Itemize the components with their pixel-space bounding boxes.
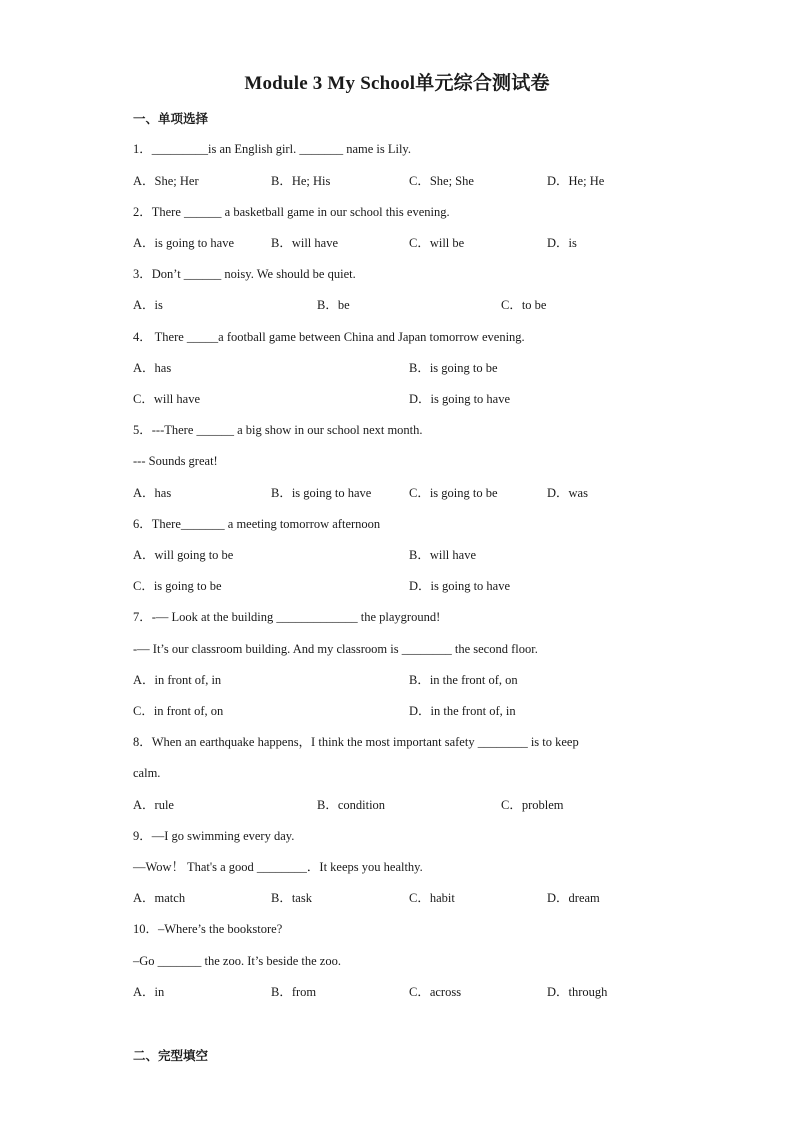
question-1-option-b[interactable]: B．He; His [271, 174, 331, 188]
question-7-option-b[interactable]: B．in the front of, on [409, 673, 518, 687]
question-8-option-c[interactable]: C．problem [501, 798, 564, 812]
question-6-option-a[interactable]: A．will going to be [133, 548, 234, 562]
question-5-option-a[interactable]: A．has [133, 486, 172, 500]
question-1-stem: 1．_________is an English girl. _______ name is Lily. [133, 142, 411, 156]
question-6-option-b[interactable]: B．will have [409, 548, 477, 562]
question-8-option-b[interactable]: B．condition [317, 798, 386, 812]
question-4-option-b[interactable]: B．is going to be [409, 361, 498, 375]
question-7-stem: 7．-— Look at the building _____________ the playground! [133, 610, 441, 624]
question-6-stem: 6．There_______ a meeting tomorrow afternoon [133, 517, 381, 531]
question-5-stem: 5．---There ______ a big show in our school next month. [133, 423, 423, 437]
question-9-option-a[interactable]: A．match [133, 891, 186, 905]
question-6-option-c[interactable]: C．is going to be [133, 579, 222, 593]
question-9-option-b[interactable]: B．task [271, 891, 312, 905]
question-10-option-c[interactable]: C．across [409, 985, 462, 999]
question-5-stem-line-2: --- Sounds great! [133, 454, 218, 468]
question-2-option-c[interactable]: C．will be [409, 236, 465, 250]
question-9-option-c[interactable]: C．habit [409, 891, 455, 905]
question-6-option-d[interactable]: D．is going to have [409, 579, 511, 593]
question-1-option-d[interactable]: D．He; He [547, 174, 605, 188]
question-4-option-d[interactable]: D．is going to have [409, 392, 511, 406]
question-2-stem: 2．There ______ a basketball game in our school this evening. [133, 205, 450, 219]
question-5-option-b[interactable]: B．is going to have [271, 486, 372, 500]
question-8-option-a[interactable]: A．rule [133, 798, 174, 812]
question-10-option-a[interactable]: A．in [133, 985, 165, 999]
question-9-stem: 9．—I go swimming every day. [133, 829, 295, 843]
question-3-option-c[interactable]: C．to be [501, 298, 547, 312]
question-3-option-b[interactable]: B．be [317, 298, 350, 312]
question-1-option-a[interactable]: A．She; Her [133, 174, 199, 188]
question-7-option-d[interactable]: D．in the front of, in [409, 704, 516, 718]
question-9-stem-line-2: —Wow！ That's a good ________．It keeps you healthy. [133, 860, 423, 874]
section-heading-cloze: 二、完型填空 [133, 1048, 209, 1063]
question-10-option-b[interactable]: B．from [271, 985, 317, 999]
question-1-option-c[interactable]: C．She; She [409, 174, 474, 188]
question-4-stem: 4． There _____a football game between China and Japan tomorrow evening. [133, 330, 525, 344]
question-9-option-d[interactable]: D．dream [547, 891, 600, 905]
question-2-option-d[interactable]: D．is [547, 236, 577, 250]
question-5-option-d[interactable]: D．was [547, 486, 588, 500]
question-4-option-a[interactable]: A．has [133, 361, 172, 375]
question-4-option-c[interactable]: C．will have [133, 392, 201, 406]
question-7-option-c[interactable]: C．in front of, on [133, 704, 224, 718]
question-8-stem-line-2: calm. [133, 766, 161, 780]
question-2-option-a[interactable]: A．is going to have [133, 236, 235, 250]
question-7-stem-line-2: -— It’s our classroom building. And my classroom is ________ the second floor. [133, 642, 538, 656]
question-10-option-d[interactable]: D．through [547, 985, 608, 999]
question-7-option-a[interactable]: A．in front of, in [133, 673, 222, 687]
question-10-stem-line-2: –Go _______ the zoo. It’s beside the zoo. [133, 954, 341, 968]
page-title: Module 3 My School单元综合测试卷 [244, 73, 550, 94]
question-3-stem: 3．Don’t ______ noisy. We should be quiet. [133, 267, 356, 281]
question-3-option-a[interactable]: A．is [133, 298, 163, 312]
question-8-stem: 8．When an earthquake happens，I think the most important safety ________ is to keep [133, 735, 579, 749]
question-5-option-c[interactable]: C．is going to be [409, 486, 498, 500]
question-10-stem: 10．–Where’s the bookstore? [133, 922, 283, 936]
section-heading-single-choice: 一、单项选择 [133, 111, 209, 126]
question-2-option-b[interactable]: B．will have [271, 236, 339, 250]
